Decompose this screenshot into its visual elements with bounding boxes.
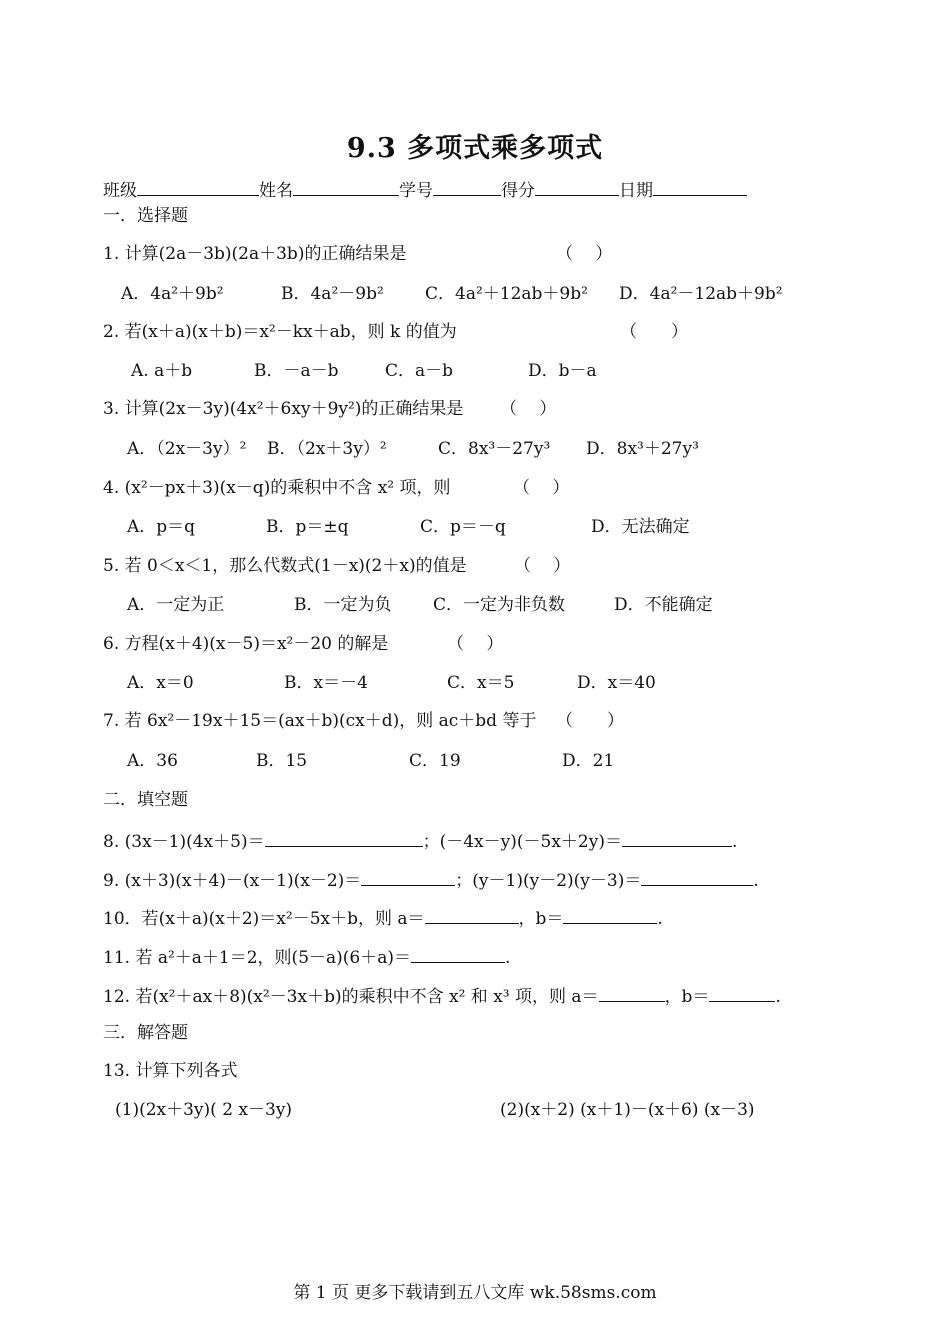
question-8	[103, 829, 737, 852]
period: .	[753, 871, 759, 891]
name-blank	[293, 178, 399, 196]
period: .	[657, 909, 663, 929]
option-1d: D．4a²－12ab＋9b²	[619, 284, 783, 304]
question-13-part-1: (1)(2x＋3y)( 2 x－3y)	[115, 1100, 293, 1120]
section-heading-choice: 一．选择题	[103, 206, 188, 226]
question-5: 5. 若 0＜x＜1，那么代数式(1－x)(2＋x)的值是	[103, 556, 467, 576]
option-1a: A．4a²＋9b²	[121, 284, 224, 304]
class-label: 班级	[103, 181, 137, 201]
answer-blank-8b	[622, 829, 732, 847]
question-6: 6. 方程(x＋4)(x－5)＝x²－20 的解是	[103, 634, 389, 654]
question-13-part-2: (2)(x＋2) (x＋1)－(x＋6) (x－3)	[500, 1100, 755, 1120]
option-5c: C．一定为非负数	[433, 595, 566, 615]
period: .	[775, 987, 781, 1007]
option-4c: C．p＝－q	[420, 517, 506, 537]
option-5b: B．一定为负	[294, 595, 392, 615]
option-4d: D．无法确定	[591, 517, 690, 537]
option-5d: D．不能确定	[614, 595, 713, 615]
page-footer: 第 1 页 更多下载请到五八文库 wk.58sms.com	[293, 1283, 657, 1303]
answer-blank-9a	[361, 868, 455, 886]
option-3d: D．8x³＋27y³	[586, 439, 699, 459]
page-title: 9.3 多项式乘多项式	[346, 133, 604, 164]
score-blank	[535, 178, 619, 196]
option-7a: A．36	[127, 751, 178, 771]
option-2a: A. a＋b	[131, 361, 193, 381]
question-7: 7. 若 6x²－19x＋15＝(ax＋b)(cx＋d)，则 ac＋bd 等于	[103, 711, 537, 731]
option-6d: D．x＝40	[577, 673, 656, 693]
option-7b: B．15	[256, 751, 308, 771]
name-label: 姓名	[259, 181, 293, 201]
option-7c: C．19	[409, 751, 461, 771]
question-11	[103, 945, 510, 968]
section-heading-fill: 二．填空题	[103, 790, 188, 810]
question-8-part-a: 8. (3x－1)(4x＋5)＝	[103, 832, 265, 852]
question-2: 2. 若(x＋a)(x＋b)＝x²－kx＋ab，则 k 的值为	[103, 322, 457, 342]
option-7d: D．21	[562, 751, 615, 771]
question-10-part-b: ，b＝	[518, 909, 564, 929]
date-blank	[653, 178, 747, 196]
answer-blank-11	[411, 945, 505, 963]
option-3b: B．（2x＋3y）²	[267, 439, 387, 459]
id-blank	[433, 178, 501, 196]
answer-blank-10b	[563, 906, 657, 924]
option-6c: C．x＝5	[447, 673, 515, 693]
answer-blank-12a	[599, 984, 665, 1002]
section-heading-solve: 三．解答题	[103, 1023, 188, 1043]
question-9-part-b: ；(y－1)(y－2)(y－3)＝	[455, 871, 642, 891]
answer-blank-8a	[265, 829, 423, 847]
option-2c: C．a－b	[385, 361, 454, 381]
period: .	[731, 832, 738, 852]
question-13: 13. 计算下列各式	[103, 1061, 238, 1081]
answer-paren-5: （ ）	[514, 556, 571, 576]
question-10-part-a: 10．若(x＋a)(x＋2)＝x²－5x＋b，则 a＝	[103, 909, 425, 929]
option-1b: B．4a²－9b²	[281, 284, 384, 304]
option-2b: B．－a－b	[254, 361, 339, 381]
answer-paren-4: （ ）	[513, 478, 570, 498]
answer-blank-9b	[641, 868, 753, 886]
option-4a: A．p＝q	[127, 517, 196, 537]
answer-blank-12b	[709, 984, 775, 1002]
question-10	[103, 906, 663, 929]
answer-paren-2: （ ）	[620, 322, 688, 342]
score-label: 得分	[501, 181, 535, 201]
student-info-row	[103, 178, 747, 201]
answer-paren-3: （ ）	[500, 399, 557, 419]
answer-blank-10a	[425, 906, 519, 924]
answer-paren-7: （ ）	[556, 711, 624, 731]
option-3a: A．（2x－3y）²	[127, 439, 247, 459]
option-6a: A．x＝0	[127, 673, 194, 693]
question-9	[103, 868, 759, 891]
question-12-part-b: ，b＝	[664, 987, 710, 1007]
question-4: 4. (x²－px＋3)(x－q)的乘积中不含 x² 项，则	[103, 478, 451, 498]
answer-paren-6: （ ）	[447, 634, 504, 654]
option-6b: B．x＝－4	[284, 673, 368, 693]
question-12	[103, 984, 781, 1007]
option-4b: B．p＝±q	[266, 517, 349, 537]
question-12-part-a: 12. 若(x²＋ax＋8)(x²－3x＋b)的乘积中不含 x² 和 x³ 项，则 a＝	[103, 987, 599, 1007]
question-8-part-b: ；(－4x－y)(－5x＋2y)＝	[422, 832, 622, 852]
option-2d: D．b－a	[528, 361, 597, 381]
date-label: 日期	[619, 181, 653, 201]
question-9-part-a: 9. (x＋3)(x＋4)－(x－1)(x－2)＝	[103, 871, 362, 891]
id-label: 学号	[399, 181, 433, 201]
answer-paren-1: （ ）	[556, 244, 613, 264]
class-blank	[137, 178, 259, 196]
question-1: 1. 计算(2a－3b)(2a＋3b)的正确结果是	[103, 244, 407, 264]
question-3: 3. 计算(2x－3y)(4x²＋6xy＋9y²)的正确结果是	[103, 399, 464, 419]
option-1c: C．4a²＋12ab＋9b²	[425, 284, 588, 304]
option-5a: A．一定为正	[127, 595, 225, 615]
question-11-text: 11. 若 a²＋a＋1＝2，则(5－a)(6＋a)＝	[103, 948, 411, 968]
option-3c: C．8x³－27y³	[438, 439, 551, 459]
period: .	[505, 948, 511, 968]
